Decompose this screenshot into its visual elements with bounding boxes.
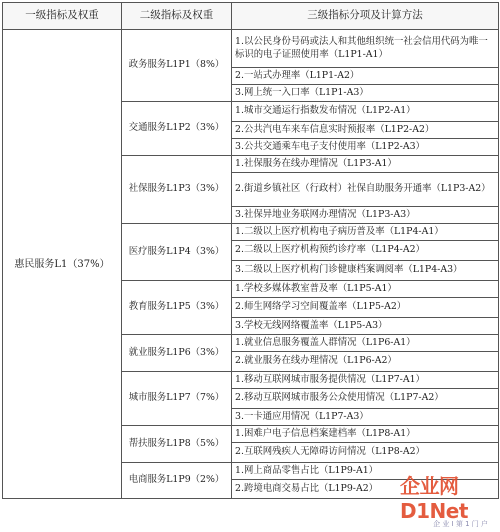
indicator-cell: 3.二级以上医疗机构门诊健康档案调阅率（L1P4-A3） bbox=[232, 261, 499, 281]
indicator-cell: 1.学校多媒体教室普及率（L1P5-A1） bbox=[232, 281, 499, 298]
table-row bbox=[3, 30, 499, 68]
header-level2: 二级指标及权重 bbox=[122, 3, 232, 30]
indicator-cell: 2.就业服务在线办理情况（L1P6-A2） bbox=[232, 352, 499, 372]
level2-cell: 教育服务L1P5（3%） bbox=[122, 281, 232, 335]
watermark-logo bbox=[400, 474, 496, 528]
indicator-cell: 3.公共交通乘车电子支付使用率（L1P2-A3） bbox=[232, 139, 499, 156]
indicator-cell: 2.互联网残疾人无障碍访问情况（L1P8-A2） bbox=[232, 443, 499, 463]
indicator-cell: 1.二级以上医疗机构电子病历普及率（L1P4-A1） bbox=[232, 224, 499, 241]
indicator-cell: 1.就业信息服务覆盖人群情况（L1P6-A1） bbox=[232, 335, 499, 352]
indicator-cell: 2.街道乡镇社区（行政村）社保自助服务开通率（L1P3-A2） bbox=[232, 173, 499, 207]
level2-cell: 城市服务L1P7（7%） bbox=[122, 372, 232, 426]
level2-cell: 政务服务L1P1（8%） bbox=[122, 30, 232, 102]
table-body bbox=[3, 30, 499, 499]
watermark-subtext: 企 业 I 第 1 门 户 bbox=[433, 520, 488, 528]
indicator-cell: 1.社保服务在线办理情况（L1P3-A1） bbox=[232, 156, 499, 173]
level2-cell: 电商服务L1P9（2%） bbox=[122, 463, 232, 499]
indicator-cell: 3.学校无线网络覆盖率（L1P5-A3） bbox=[232, 318, 499, 335]
header-level1: 一级指标及权重 bbox=[3, 3, 122, 30]
level2-cell: 就业服务L1P6（3%） bbox=[122, 335, 232, 372]
indicator-cell: 3.社保异地业务联网办理情况（L1P3-A3） bbox=[232, 207, 499, 224]
indicator-cell: 2.跨境电商交易占比（L1P9-A2） bbox=[232, 480, 499, 499]
indicator-cell: 2.师生网络学习空间覆盖率（L1P5-A2） bbox=[232, 298, 499, 318]
indicator-cell: 3.一卡通应用情况（L1P7-A3） bbox=[232, 409, 499, 426]
indicator-table bbox=[2, 2, 499, 499]
indicator-cell: 1.网上商品零售占比（L1P9-A1） bbox=[232, 463, 499, 480]
indicator-cell: 1.城市交通运行指数发布情况（L1P2-A1） bbox=[232, 102, 499, 122]
indicator-cell: 1.移动互联网城市服务提供情况（L1P7-A1） bbox=[232, 372, 499, 389]
level2-cell: 帮扶服务L1P8（5%） bbox=[122, 426, 232, 463]
indicator-cell: 3.网上统一入口率（L1P1-A3） bbox=[232, 85, 499, 102]
level1-cell: 惠民服务L1（37%） bbox=[3, 30, 122, 499]
indicator-cell: 2.移动互联网城市服务公众使用情况（L1P7-A2） bbox=[232, 389, 499, 409]
level2-cell: 社保服务L1P3（3%） bbox=[122, 156, 232, 224]
watermark-text: 企业网D1Net bbox=[400, 474, 468, 523]
level2-cell: 医疗服务L1P4（3%） bbox=[122, 224, 232, 281]
indicator-cell: 2.公共汽电车来车信息实时预报率（L1P2-A2） bbox=[232, 122, 499, 139]
indicator-cell: 1.困难户电子信息档案建档率（L1P8-A1） bbox=[232, 426, 499, 443]
indicator-cell: 1.以公民身份号码或法人和其他组织统一社会信用代码为唯一标识的电子证照使用率（L1P1-A1） bbox=[232, 30, 499, 68]
indicator-cell: 2.一站式办理率（L1P1-A2） bbox=[232, 68, 499, 85]
header-level3: 三级指标分项及计算方法 bbox=[232, 3, 499, 30]
level2-cell: 交通服务L1P2（3%） bbox=[122, 102, 232, 156]
indicator-cell: 2.二级以上医疗机构预约诊疗率（L1P4-A2） bbox=[232, 241, 499, 261]
header-row bbox=[3, 3, 499, 30]
